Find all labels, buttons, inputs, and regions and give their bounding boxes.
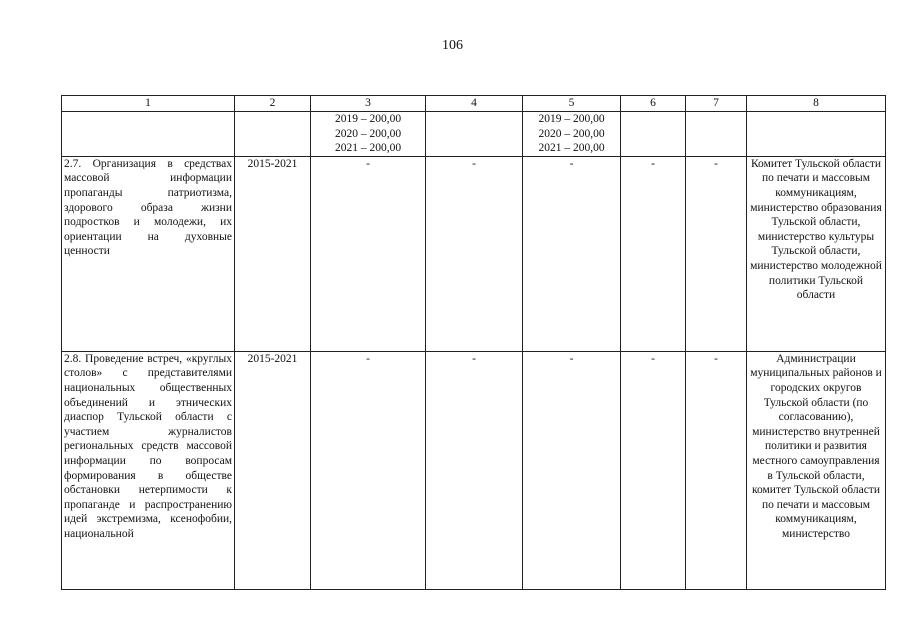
page-number: 106 [442, 38, 463, 53]
row0-col2 [235, 112, 311, 157]
program-table [61, 95, 886, 590]
header-cell-3: 3 [311, 96, 426, 112]
row1-col7: - [686, 156, 747, 351]
header-cell-6: 6 [621, 96, 686, 112]
row2-measure [62, 351, 235, 589]
row1-executors: Комитет Тульской области по печати и массовым коммуникациям, министерство образования Тульской области, министерство культуры Тульской области, министерство молодежной политики Тульской области [747, 156, 886, 351]
row1-col5: - [523, 156, 621, 351]
table-header-row [62, 96, 886, 112]
row1-col6: - [621, 156, 686, 351]
row0-col3-amount: 2020 – 200,00 [334, 127, 402, 140]
row0-col5-amount: 2019 – 200,00 [538, 113, 605, 125]
table-row [62, 112, 886, 157]
row2-col4: - [426, 351, 523, 589]
row0-col3-amount: 2019 – 200,00 [334, 113, 402, 125]
row2-period: 2015-2021 [235, 351, 311, 589]
header-cell-4: 4 [426, 96, 523, 112]
row0-col7 [686, 112, 747, 157]
row0-col5-amount: 2020 – 200,00 [538, 127, 605, 140]
header-cell-2: 2 [235, 96, 311, 112]
row2-col3: - [311, 351, 426, 589]
header-cell-7: 7 [686, 96, 747, 112]
row0-col5-amount: 2021 – 200,00 [538, 142, 605, 155]
header-cell-8: 8 [747, 96, 886, 112]
row0-col3-amounts [311, 112, 426, 157]
row0-col4 [426, 112, 523, 157]
header-cell-5: 5 [523, 96, 621, 112]
row2-executors: Администрации муниципальных районов и городских округов Тульской области (по согласованию), министерство внутренней политики и развития местного самоуправления в Тульской области, комитет Тульской области по печати и массовым коммуникациям, министерство [747, 351, 886, 589]
row0-col5-amounts [523, 112, 621, 157]
table-row [62, 156, 886, 351]
row1-period: 2015-2021 [235, 156, 311, 351]
row2-col6: - [621, 351, 686, 589]
row0-col8 [747, 112, 886, 157]
row2-col5: - [523, 351, 621, 589]
row1-col3: - [311, 156, 426, 351]
row1-col4: - [426, 156, 523, 351]
row2-col7: - [686, 351, 747, 589]
table-row [62, 351, 886, 589]
row1-measure [62, 156, 235, 351]
row1-measure-text: 2.7. Организация в средствах массовой информации пропаганды патриотизма, здорового образа жизни подростков и молодежи, их ориентации на духовные ценности [64, 157, 232, 258]
row0-col3-amount: 2021 – 200,00 [334, 142, 402, 155]
row2-measure-text: 2.8. Проведение встреч, «круглых столов» с представителями национальных общественных объединений и этнических диаспор Тульской области с участием журналистов региональных средств массовой информации по вопросам формирования в обществе обстановки нетерпимости к пропаганде и распространению идей экстремизма, ксенофобии, национальной [64, 352, 232, 540]
row0-col1 [62, 112, 235, 157]
row0-col6 [621, 112, 686, 157]
header-cell-1: 1 [62, 96, 235, 112]
